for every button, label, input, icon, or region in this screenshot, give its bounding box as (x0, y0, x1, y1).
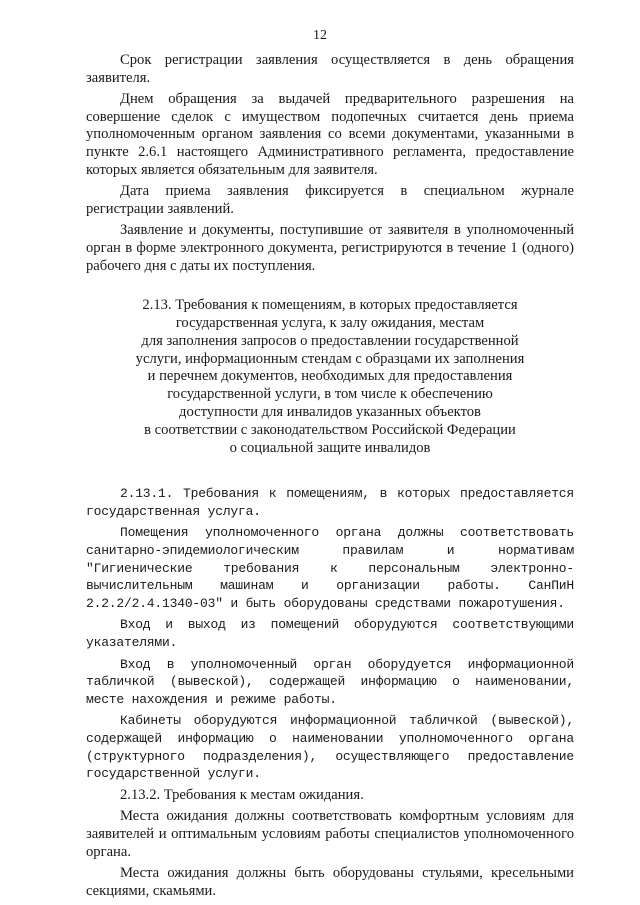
paragraph-group-top (86, 52, 574, 275)
heading-line: о социальной защите инвалидов (229, 439, 431, 456)
paragraph: Вход и выход из помещений оборудуются соответствующими указателями. (86, 617, 574, 651)
paragraph: Места ожидания должны соответствовать комфортным условиям для заявителей и оптимальным условиям работы специалистов уполномоченного органа. (86, 808, 574, 860)
paragraph: Срок регистрации заявления осуществляется в день обращения заявителя. (86, 52, 574, 86)
section-heading (86, 297, 574, 457)
heading-line: государственной услуги, в том числе к обеспечению (167, 386, 493, 403)
paragraph: Помещения уполномоченного органа должны соответствовать санитарно-эпидемиологическим правилам и нормативам "Гигиенические требования к персональным электронно-вычислительным машинам и организации работы. СанПиН 2.2.2/2.4.1340-03" и быть оборудованы средствами пожаротушения. (86, 525, 574, 611)
paragraph: Места ожидания должны быть оборудованы стульями, кресельными секциями, скамьями. (86, 865, 574, 899)
document-body (86, 52, 574, 904)
paragraph: Заявление и документы, поступившие от заявителя в уполномоченный орган в форме электронного документа, регистрируются в течение 1 (одного) рабочего дня с даты их поступления. (86, 222, 574, 274)
heading-line: и перечнем документов, необходимых для предоставления (147, 368, 513, 385)
heading-line: для заполнения запросов о предоставлении государственной (141, 332, 519, 349)
heading-line: в соответствии с законодательством Российской Федерации (144, 421, 516, 438)
paragraph: 2.13.2. Требования к местам ожидания. (120, 786, 364, 803)
heading-line: доступности для инвалидов указанных объектов (179, 403, 481, 420)
heading-line: государственная услуга, к залу ожидания, местам (175, 314, 485, 331)
paragraph: Дата приема заявления фиксируется в специальном журнале регистрации заявлений. (86, 183, 574, 217)
paragraph-group-bottom (86, 485, 574, 900)
heading-line: 2.13. Требования к помещениям, в которых предоставляется (142, 297, 518, 314)
paragraph: Вход в уполномоченный орган оборудуется информационной табличкой (вывеской), содержащей информацию о наименовании, месте нахождения и режиме работы. (86, 656, 574, 707)
page-number: 12 (313, 28, 327, 43)
heading-line: услуги, информационным стендам с образцами их заполнения (135, 350, 525, 367)
paragraph: Кабинеты оборудуются информационной табличкой (вывеской), содержащей информацию о наименовании уполномоченного органа (структурного подразделения), осуществляющего предоставление государственной услуги. (86, 713, 574, 782)
paragraph: 2.13.1. Требования к помещениям, в которых предоставляется государственная услуга. (86, 486, 574, 519)
paragraph: Днем обращения за выдачей предварительного разрешения на совершение сделок с имуществом подопечных считается день приема уполномоченным органом заявления со всеми документами, указанными в пункте 2.6.1 настоящего Административного регламента, предоставление которых является обязательным для заявителя. (86, 91, 574, 178)
